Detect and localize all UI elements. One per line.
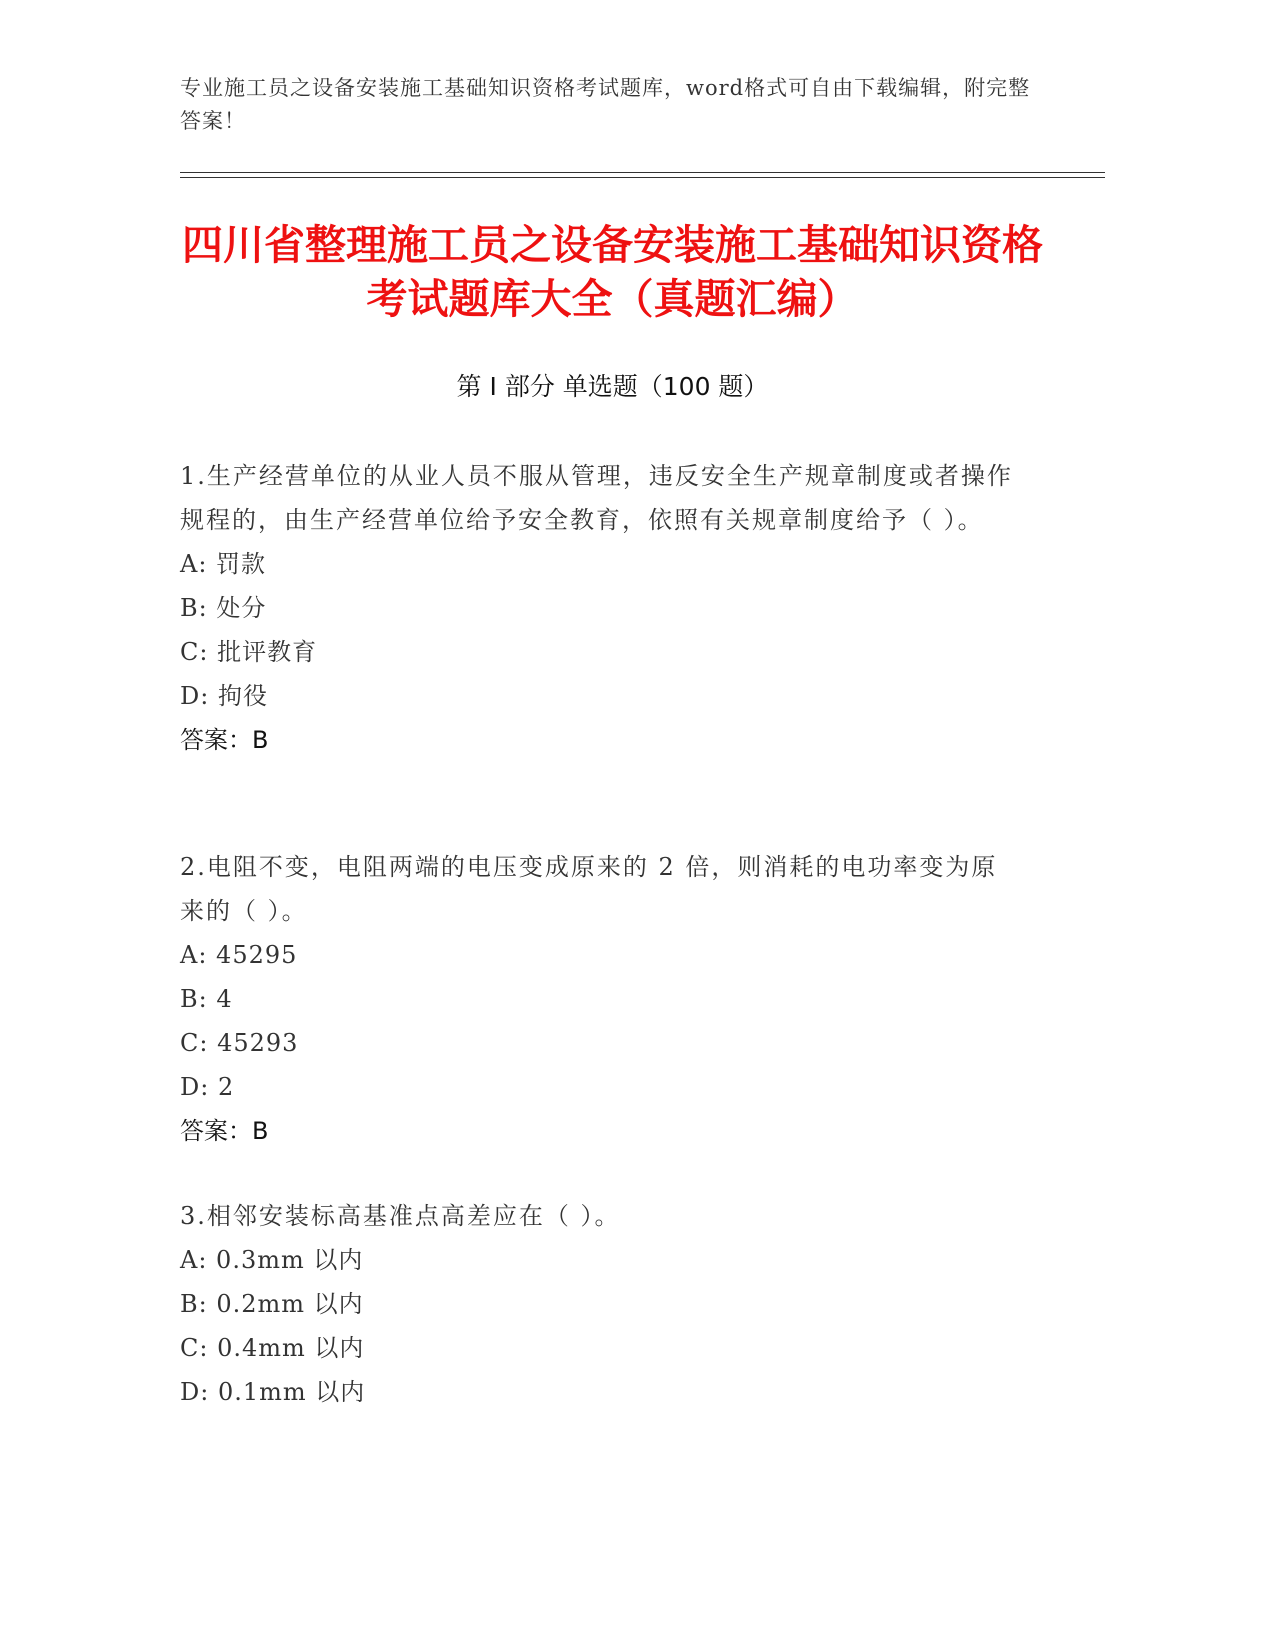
answer-line: 答案：B <box>180 726 269 754</box>
option-d: D: 0.1mm 以内 <box>180 1378 366 1406</box>
option-c: C: 批评教育 <box>180 638 318 666</box>
question-2 <box>180 845 1020 1153</box>
question-stem: 2.电阻不变，电阻两端的电压变成原来的 2 倍，则消耗的电功率变为原来的（ ）。 <box>180 853 998 925</box>
question-stem: 1.生产经营单位的从业人员不服从管理，违反安全生产规章制度或者操作规程的，由生产经营单位给予安全教育，依照有关规章制度给予（ ）。 <box>180 462 1013 534</box>
header-divider-top <box>180 172 1105 173</box>
section-heading: 第 I 部分 单选题（100 题） <box>456 372 769 401</box>
option-c: C: 45293 <box>180 1029 299 1057</box>
option-a: A: 0.3mm 以内 <box>180 1246 364 1274</box>
option-c: C: 0.4mm 以内 <box>180 1334 365 1362</box>
answer-line: 答案：B <box>180 1117 269 1145</box>
option-b: B: 4 <box>180 985 233 1013</box>
option-b: B: 0.2mm 以内 <box>180 1290 364 1318</box>
option-a: A: 罚款 <box>180 550 267 578</box>
question-1 <box>180 454 1020 762</box>
option-a: A: 45295 <box>180 941 298 969</box>
question-stem: 3.相邻安装标高基准点高差应在（ ）。 <box>180 1202 621 1230</box>
document-title: 四川省整理施工员之设备安装施工基础知识资格考试题库大全（真题汇编） <box>182 221 1043 323</box>
option-b: B: 处分 <box>180 594 267 622</box>
question-3 <box>180 1194 1020 1414</box>
option-d: D: 2 <box>180 1073 235 1101</box>
option-d: D: 拘役 <box>180 682 268 710</box>
header-note: 专业施工员之设备安装施工基础知识资格考试题库，word格式可自由下载编辑，附完整答案！ <box>180 76 1031 133</box>
header-divider-bottom <box>180 177 1105 178</box>
document-page <box>180 0 1105 1650</box>
